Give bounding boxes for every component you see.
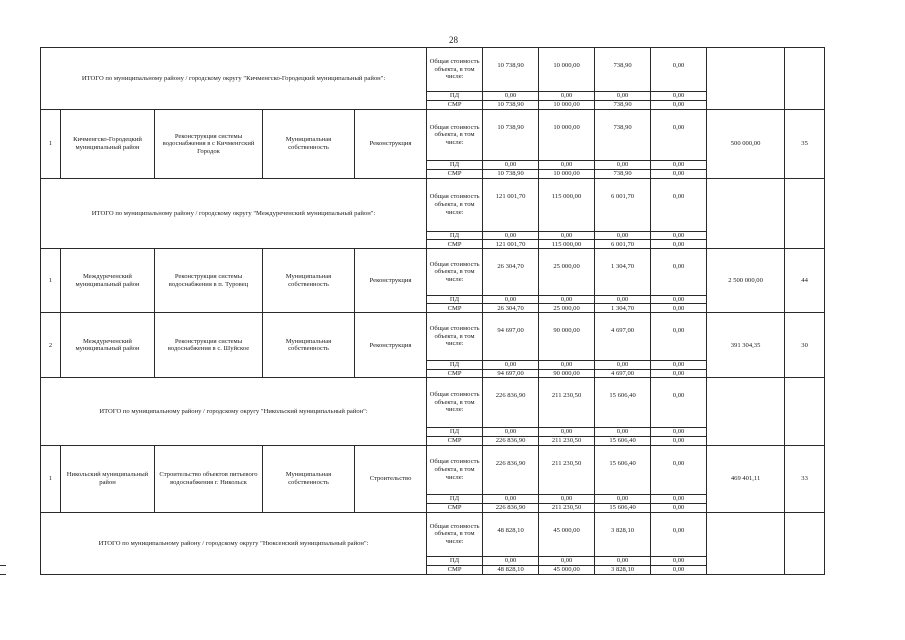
- general-value-cell: 115 000,00: [539, 179, 595, 231]
- general-value-cell: 0,00: [651, 378, 707, 427]
- general-value-cell: 121 001,70: [483, 179, 539, 231]
- municipality-cell: Никольский муниципальный район: [61, 445, 155, 512]
- work-type-cell: Строительство: [355, 445, 427, 512]
- general-value-cell: 15 606,40: [595, 445, 651, 494]
- pd-value-cell: 0,00: [651, 494, 707, 503]
- row-number: 1: [41, 249, 61, 313]
- pd-label: ПД: [427, 556, 483, 565]
- pd-value-cell: 0,00: [483, 231, 539, 240]
- smr-label: СМР: [427, 369, 483, 378]
- smr-value-cell: 15 606,40: [595, 503, 651, 512]
- general-value-cell: 738,90: [595, 109, 651, 160]
- total-cost-label: Общая стоимость объекта, в том числе:: [427, 249, 483, 295]
- work-type-cell: Реконструкция: [355, 249, 427, 313]
- pd-value-cell: 0,00: [651, 360, 707, 369]
- smr-value-cell: 90 000,00: [539, 369, 595, 378]
- general-value-cell: 0,00: [651, 48, 707, 92]
- margin-mark: [0, 565, 6, 566]
- value-cell: 469 401,11: [707, 445, 785, 512]
- empty-cell: [785, 48, 825, 110]
- pd-value-cell: 0,00: [539, 231, 595, 240]
- smr-value-cell: 45 000,00: [539, 565, 595, 574]
- pd-value-cell: 0,00: [595, 427, 651, 436]
- smr-value-cell: 6 001,70: [595, 240, 651, 249]
- smr-value-cell: 211 230,50: [539, 436, 595, 445]
- pd-value-cell: 0,00: [483, 556, 539, 565]
- smr-value-cell: 226 836,90: [483, 436, 539, 445]
- smr-value-cell: 0,00: [651, 170, 707, 179]
- total-row: [41, 48, 885, 92]
- pd-value-cell: 0,00: [651, 91, 707, 100]
- last-value-cell: 33: [785, 445, 825, 512]
- municipality-cell: Междуреченский муниципальный район: [61, 313, 155, 378]
- general-value-cell: 26 304,70: [483, 249, 539, 295]
- object-name-cell: Реконструкция системы водоснабжения в с. Шуйское: [155, 313, 263, 378]
- total-title: ИТОГО по муниципальному району / городскому округу "Междуреченский муниципальный район":: [41, 179, 427, 249]
- pd-value-cell: 0,00: [651, 161, 707, 170]
- total-cost-label: Общая стоимость объекта, в том числе:: [427, 48, 483, 92]
- pd-value-cell: 0,00: [651, 556, 707, 565]
- smr-label: СМР: [427, 304, 483, 313]
- last-value-cell: 35: [785, 109, 825, 178]
- general-value-cell: 0,00: [651, 109, 707, 160]
- general-value-cell: 738,90: [595, 48, 651, 92]
- smr-value-cell: 738,90: [595, 170, 651, 179]
- smr-value-cell: 10 738,90: [483, 100, 539, 109]
- smr-value-cell: 0,00: [651, 240, 707, 249]
- object-name-cell: Реконструкция системы водоснабжения в с Кичменгский Городок: [155, 109, 263, 178]
- general-value-cell: 25 000,00: [539, 249, 595, 295]
- smr-value-cell: 10 738,90: [483, 170, 539, 179]
- row-number: 1: [41, 109, 61, 178]
- object-row: [41, 445, 885, 494]
- general-value-cell: 6 001,70: [595, 179, 651, 231]
- empty-cell: [785, 512, 825, 574]
- ownership-cell: Муниципальная собственность: [263, 445, 355, 512]
- pd-value-cell: 0,00: [539, 556, 595, 565]
- smr-label: СМР: [427, 436, 483, 445]
- empty-cell: [707, 378, 785, 445]
- smr-value-cell: 15 606,40: [595, 436, 651, 445]
- value-cell: 2 500 000,00: [707, 249, 785, 313]
- pd-value-cell: 0,00: [595, 295, 651, 304]
- general-value-cell: 4 697,00: [595, 313, 651, 360]
- ownership-cell: Муниципальная собственность: [263, 109, 355, 178]
- smr-value-cell: 0,00: [651, 304, 707, 313]
- total-cost-label: Общая стоимость объекта, в том числе:: [427, 512, 483, 556]
- pd-value-cell: 0,00: [539, 427, 595, 436]
- row-number: 2: [41, 313, 61, 378]
- pd-value-cell: 0,00: [483, 360, 539, 369]
- object-name-cell: Реконструкция системы водоснабжения в п. Туровец: [155, 249, 263, 313]
- smr-value-cell: 25 000,00: [539, 304, 595, 313]
- pd-value-cell: 0,00: [595, 556, 651, 565]
- general-value-cell: 226 836,90: [483, 378, 539, 427]
- pd-label: ПД: [427, 231, 483, 240]
- smr-label: СМР: [427, 503, 483, 512]
- total-title: ИТОГО по муниципальному району / городскому округу "Кичменгско-Городецкий муниципальный район":: [41, 48, 427, 110]
- smr-value-cell: 211 230,50: [539, 503, 595, 512]
- pd-value-cell: 0,00: [651, 231, 707, 240]
- general-value-cell: 0,00: [651, 445, 707, 494]
- smr-value-cell: 115 000,00: [539, 240, 595, 249]
- pd-value-cell: 0,00: [539, 295, 595, 304]
- empty-cell: [707, 179, 785, 249]
- object-row: [41, 249, 885, 295]
- general-value-cell: 48 828,10: [483, 512, 539, 556]
- total-cost-label: Общая стоимость объекта, в том числе:: [427, 109, 483, 160]
- total-title: ИТОГО по муниципальному району / городскому округу "Никольский муниципальный район":: [41, 378, 427, 445]
- smr-value-cell: 1 304,70: [595, 304, 651, 313]
- pd-value-cell: 0,00: [483, 295, 539, 304]
- smr-value-cell: 10 000,00: [539, 100, 595, 109]
- general-value-cell: 10 738,90: [483, 109, 539, 160]
- general-value-cell: 0,00: [651, 249, 707, 295]
- general-value-cell: 0,00: [651, 512, 707, 556]
- general-value-cell: 10 000,00: [539, 109, 595, 160]
- work-type-cell: Реконструкция: [355, 109, 427, 178]
- total-cost-label: Общая стоимость объекта, в том числе:: [427, 378, 483, 427]
- pd-value-cell: 0,00: [539, 494, 595, 503]
- object-name-cell: Строительство объектов питьевого водоснабжения г. Никольск: [155, 445, 263, 512]
- general-value-cell: 10 738,90: [483, 48, 539, 92]
- row-number: 1: [41, 445, 61, 512]
- ownership-cell: Муниципальная собственность: [263, 313, 355, 378]
- total-row: [41, 179, 885, 231]
- value-cell: 500 000,00: [707, 109, 785, 178]
- pd-value-cell: 0,00: [651, 295, 707, 304]
- total-row: [41, 512, 885, 556]
- smr-value-cell: 26 304,70: [483, 304, 539, 313]
- general-value-cell: 0,00: [651, 179, 707, 231]
- value-cell: 391 304,35: [707, 313, 785, 378]
- total-title: ИТОГО по муниципальному району / городскому округу "Нюксенский муниципальный район":: [41, 512, 427, 574]
- pd-value-cell: 0,00: [483, 494, 539, 503]
- smr-value-cell: 10 000,00: [539, 170, 595, 179]
- general-value-cell: 211 230,50: [539, 445, 595, 494]
- pd-value-cell: 0,00: [595, 360, 651, 369]
- empty-cell: [785, 378, 825, 445]
- smr-value-cell: 0,00: [651, 436, 707, 445]
- object-row: [41, 313, 885, 360]
- general-value-cell: 10 000,00: [539, 48, 595, 92]
- municipality-cell: Кичменгско-Городецкий муниципальный район: [61, 109, 155, 178]
- smr-value-cell: 0,00: [651, 565, 707, 574]
- last-value-cell: 44: [785, 249, 825, 313]
- total-row: [41, 378, 885, 427]
- pd-value-cell: 0,00: [595, 494, 651, 503]
- work-type-cell: Реконструкция: [355, 313, 427, 378]
- general-value-cell: 90 000,00: [539, 313, 595, 360]
- financing-table: [40, 47, 885, 575]
- last-value-cell: 30: [785, 313, 825, 378]
- smr-value-cell: 121 001,70: [483, 240, 539, 249]
- empty-cell: [707, 512, 785, 574]
- smr-label: СМР: [427, 170, 483, 179]
- smr-value-cell: 48 828,10: [483, 565, 539, 574]
- empty-cell: [707, 48, 785, 110]
- smr-label: СМР: [427, 100, 483, 109]
- pd-value-cell: 0,00: [483, 427, 539, 436]
- smr-label: СМР: [427, 565, 483, 574]
- smr-value-cell: 738,90: [595, 100, 651, 109]
- smr-value-cell: 4 697,00: [595, 369, 651, 378]
- pd-value-cell: 0,00: [539, 91, 595, 100]
- smr-value-cell: 0,00: [651, 503, 707, 512]
- smr-value-cell: 226 836,90: [483, 503, 539, 512]
- general-value-cell: 3 828,10: [595, 512, 651, 556]
- general-value-cell: 45 000,00: [539, 512, 595, 556]
- pd-label: ПД: [427, 494, 483, 503]
- general-value-cell: 1 304,70: [595, 249, 651, 295]
- general-value-cell: 211 230,50: [539, 378, 595, 427]
- margin-mark: [0, 574, 6, 575]
- smr-value-cell: 0,00: [651, 369, 707, 378]
- ownership-cell: Муниципальная собственность: [263, 249, 355, 313]
- smr-value-cell: 0,00: [651, 100, 707, 109]
- pd-label: ПД: [427, 161, 483, 170]
- smr-value-cell: 3 828,10: [595, 565, 651, 574]
- pd-value-cell: 0,00: [595, 161, 651, 170]
- general-value-cell: 94 697,00: [483, 313, 539, 360]
- general-value-cell: 15 606,40: [595, 378, 651, 427]
- pd-value-cell: 0,00: [539, 161, 595, 170]
- smr-label: СМР: [427, 240, 483, 249]
- object-row: [41, 109, 885, 160]
- pd-label: ПД: [427, 427, 483, 436]
- pd-label: ПД: [427, 91, 483, 100]
- pd-label: ПД: [427, 360, 483, 369]
- empty-cell: [785, 179, 825, 249]
- municipality-cell: Междуреченский муниципальный район: [61, 249, 155, 313]
- general-value-cell: 0,00: [651, 313, 707, 360]
- general-value-cell: 226 836,90: [483, 445, 539, 494]
- pd-value-cell: 0,00: [595, 91, 651, 100]
- pd-value-cell: 0,00: [539, 360, 595, 369]
- pd-label: ПД: [427, 295, 483, 304]
- pd-value-cell: 0,00: [483, 91, 539, 100]
- pd-value-cell: 0,00: [483, 161, 539, 170]
- pd-value-cell: 0,00: [595, 231, 651, 240]
- page-number: 28: [449, 35, 458, 45]
- pd-value-cell: 0,00: [651, 427, 707, 436]
- total-cost-label: Общая стоимость объекта, в том числе:: [427, 445, 483, 494]
- total-cost-label: Общая стоимость объекта, в том числе:: [427, 313, 483, 360]
- smr-value-cell: 94 697,00: [483, 369, 539, 378]
- total-cost-label: Общая стоимость объекта, в том числе:: [427, 179, 483, 231]
